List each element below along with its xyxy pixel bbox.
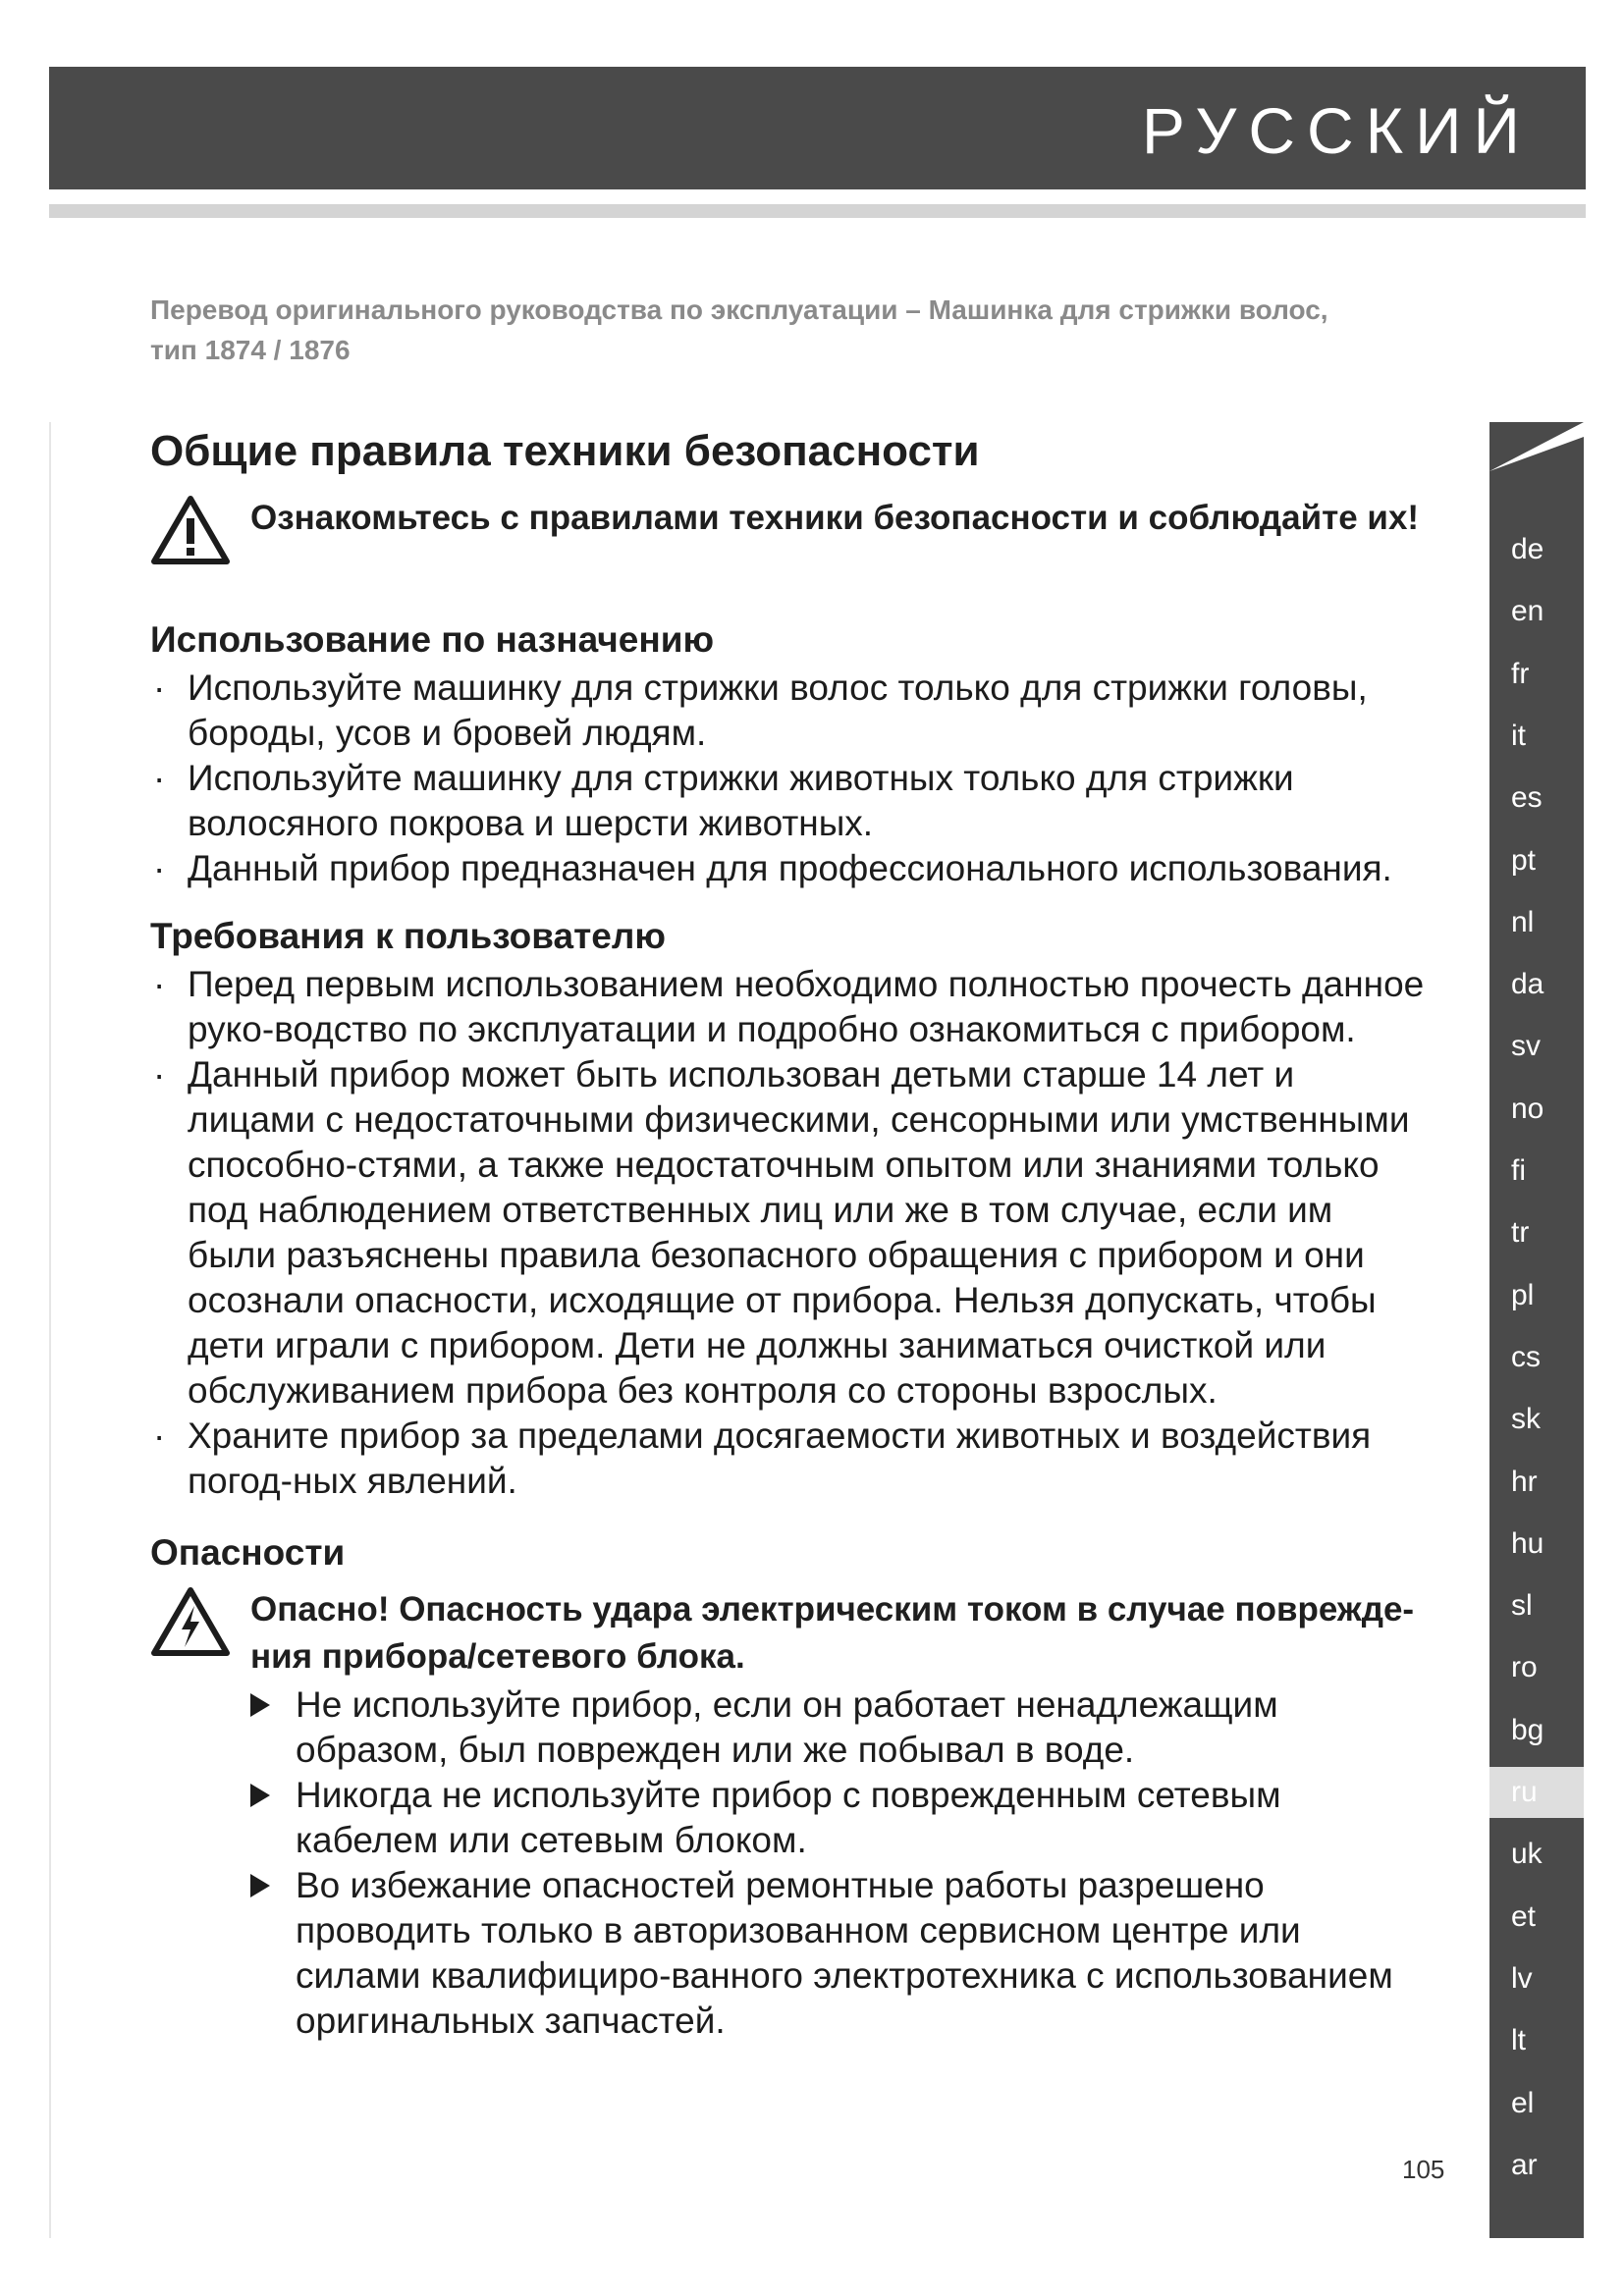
list-item: · Используйте машинку для стрижки волос только для стрижки головы, бороды, усов и бровей людям. <box>153 667 1368 753</box>
bullet-icon: · <box>153 964 166 1004</box>
sidebar-item-de[interactable]: de <box>1511 533 1544 565</box>
bullet-icon: · <box>153 1054 166 1095</box>
sidebar-item-fr[interactable]: fr <box>1511 658 1530 690</box>
list-item: Никогда не используйте прибор с поврежденным сетевым кабелем или сетевым блоком. <box>250 1773 1427 1863</box>
electric-shock-warning <box>150 1586 1427 1681</box>
page-title: Общие правила техники безопасности <box>150 427 980 475</box>
arrow-right-icon <box>250 1784 270 1807</box>
sidebar-item-tr[interactable]: tr <box>1511 1216 1530 1249</box>
sidebar-item-ar[interactable]: ar <box>1511 2149 1538 2181</box>
warning-triangle-icon <box>150 495 231 565</box>
sidebar-item-sk[interactable]: sk <box>1511 1403 1541 1435</box>
sidebar-item-nl[interactable]: nl <box>1511 906 1535 938</box>
list-item: · Данный прибор может быть использован детьми старше 14 лет и лицами с недостаточными физическими, сенсорными или умственными способно-стями, а также недостаточным опытом или знаниями только под наблюдением ответственных лиц или же в том случае, если им были разъяснены правила безопасного обращения с прибором и они осознали опасности, исходящие от прибора. Нельзя допускать, чтобы дети играли с прибором. Дети не должны заниматься очисткой или обслуживанием прибора без контроля со стороны взрослых. <box>153 1054 1410 1411</box>
sidebar-item-lv[interactable]: lv <box>1511 1962 1533 1995</box>
safety-notice <box>150 495 1427 569</box>
sidebar-item-uk[interactable]: uk <box>1511 1838 1543 1870</box>
subtitle-line-1: Перевод оригинального руководства по эксплуатации – Машинка для стрижки волос, <box>150 294 1328 325</box>
arrow-right-icon <box>250 1874 270 1897</box>
sidebar-item-sl[interactable]: sl <box>1511 1589 1533 1622</box>
document-subtitle <box>150 290 1427 370</box>
sidebar-item-lt[interactable]: lt <box>1511 2024 1526 2056</box>
header-bar <box>49 67 1586 189</box>
section-heading-user-requirements: Требования к пользователю <box>150 916 666 956</box>
sidebar-item-pl[interactable]: pl <box>1511 1279 1535 1311</box>
subtitle-line-2: тип 1874 / 1876 <box>150 335 351 365</box>
section-heading-dangers: Опасности <box>150 1532 346 1573</box>
section-heading-intended-use: Использование по назначению <box>150 619 715 660</box>
list-item: · Храните прибор за пределами досягаемости животных и воздействия погод-ных явлений. <box>153 1415 1372 1501</box>
sidebar-item-es[interactable]: es <box>1511 781 1543 814</box>
list-item: · Перед первым использованием необходимо полностью прочесть данное руко-водство по эксплуатации и подробно ознакомиться с прибором. <box>153 964 1425 1049</box>
list-item: Не используйте прибор, если он работает ненадлежащим образом, был поврежден или же побывал в воде. <box>250 1682 1427 1773</box>
language-title: РУССКИЙ <box>1141 94 1532 167</box>
sidebar-item-en[interactable]: en <box>1511 595 1544 627</box>
language-sidebar <box>1489 422 1584 2238</box>
sidebar-item-ro[interactable]: ro <box>1511 1651 1538 1683</box>
sidebar-item-ru[interactable]: ru <box>1489 1767 1584 1818</box>
bullet-icon: · <box>153 848 166 888</box>
safety-notice-text: Ознакомьтесь с правилами техники безопасности и соблюдайте их! <box>250 499 1420 537</box>
bullet-icon: · <box>153 758 166 798</box>
sidebar-item-et[interactable]: et <box>1511 1900 1537 1933</box>
sidebar-item-fi[interactable]: fi <box>1511 1154 1526 1187</box>
sidebar-item-pt[interactable]: pt <box>1511 844 1537 877</box>
page-edge-line <box>49 422 51 2238</box>
intended-use-list <box>150 666 1427 891</box>
sidebar-item-no[interactable]: no <box>1511 1093 1544 1125</box>
bullet-icon: · <box>153 667 166 708</box>
sidebar-item-it[interactable]: it <box>1511 720 1526 752</box>
bullet-icon: · <box>153 1415 166 1456</box>
arrow-right-icon <box>250 1693 270 1717</box>
header-divider <box>49 204 1586 218</box>
sidebar-item-hr[interactable]: hr <box>1511 1466 1538 1498</box>
main-content <box>150 422 1427 2044</box>
sidebar-item-hu[interactable]: hu <box>1511 1527 1544 1560</box>
danger-instructions-list <box>150 1682 1427 2044</box>
list-item: Во избежание опасностей ремонтные работы разрешено проводить только в авторизованном сервисном центре или силами квалифициро-ванного электротехника с использованием оригинальных запчастей. <box>250 1863 1427 2044</box>
list-item: · Используйте машинку для стрижки животных только для стрижки волосяного покрова и шерсти животных. <box>153 758 1294 843</box>
sidebar-item-el[interactable]: el <box>1511 2087 1535 2119</box>
list-item: · Данный прибор предназначен для профессионального использования. <box>150 846 1427 891</box>
sidebar-item-bg[interactable]: bg <box>1511 1714 1544 1746</box>
electric-hazard-icon <box>150 1586 231 1657</box>
sidebar-item-sv[interactable]: sv <box>1511 1030 1541 1062</box>
user-requirements-list <box>150 962 1427 1504</box>
sidebar-item-da[interactable]: da <box>1511 968 1544 1000</box>
electric-shock-warning-text: Опасно! Опасность удара электрическим током в случае поврежде-ния прибора/сетевого блока. <box>250 1590 1415 1676</box>
sidebar-item-cs[interactable]: cs <box>1511 1341 1541 1373</box>
page-number: 105 <box>1402 2155 1445 2184</box>
